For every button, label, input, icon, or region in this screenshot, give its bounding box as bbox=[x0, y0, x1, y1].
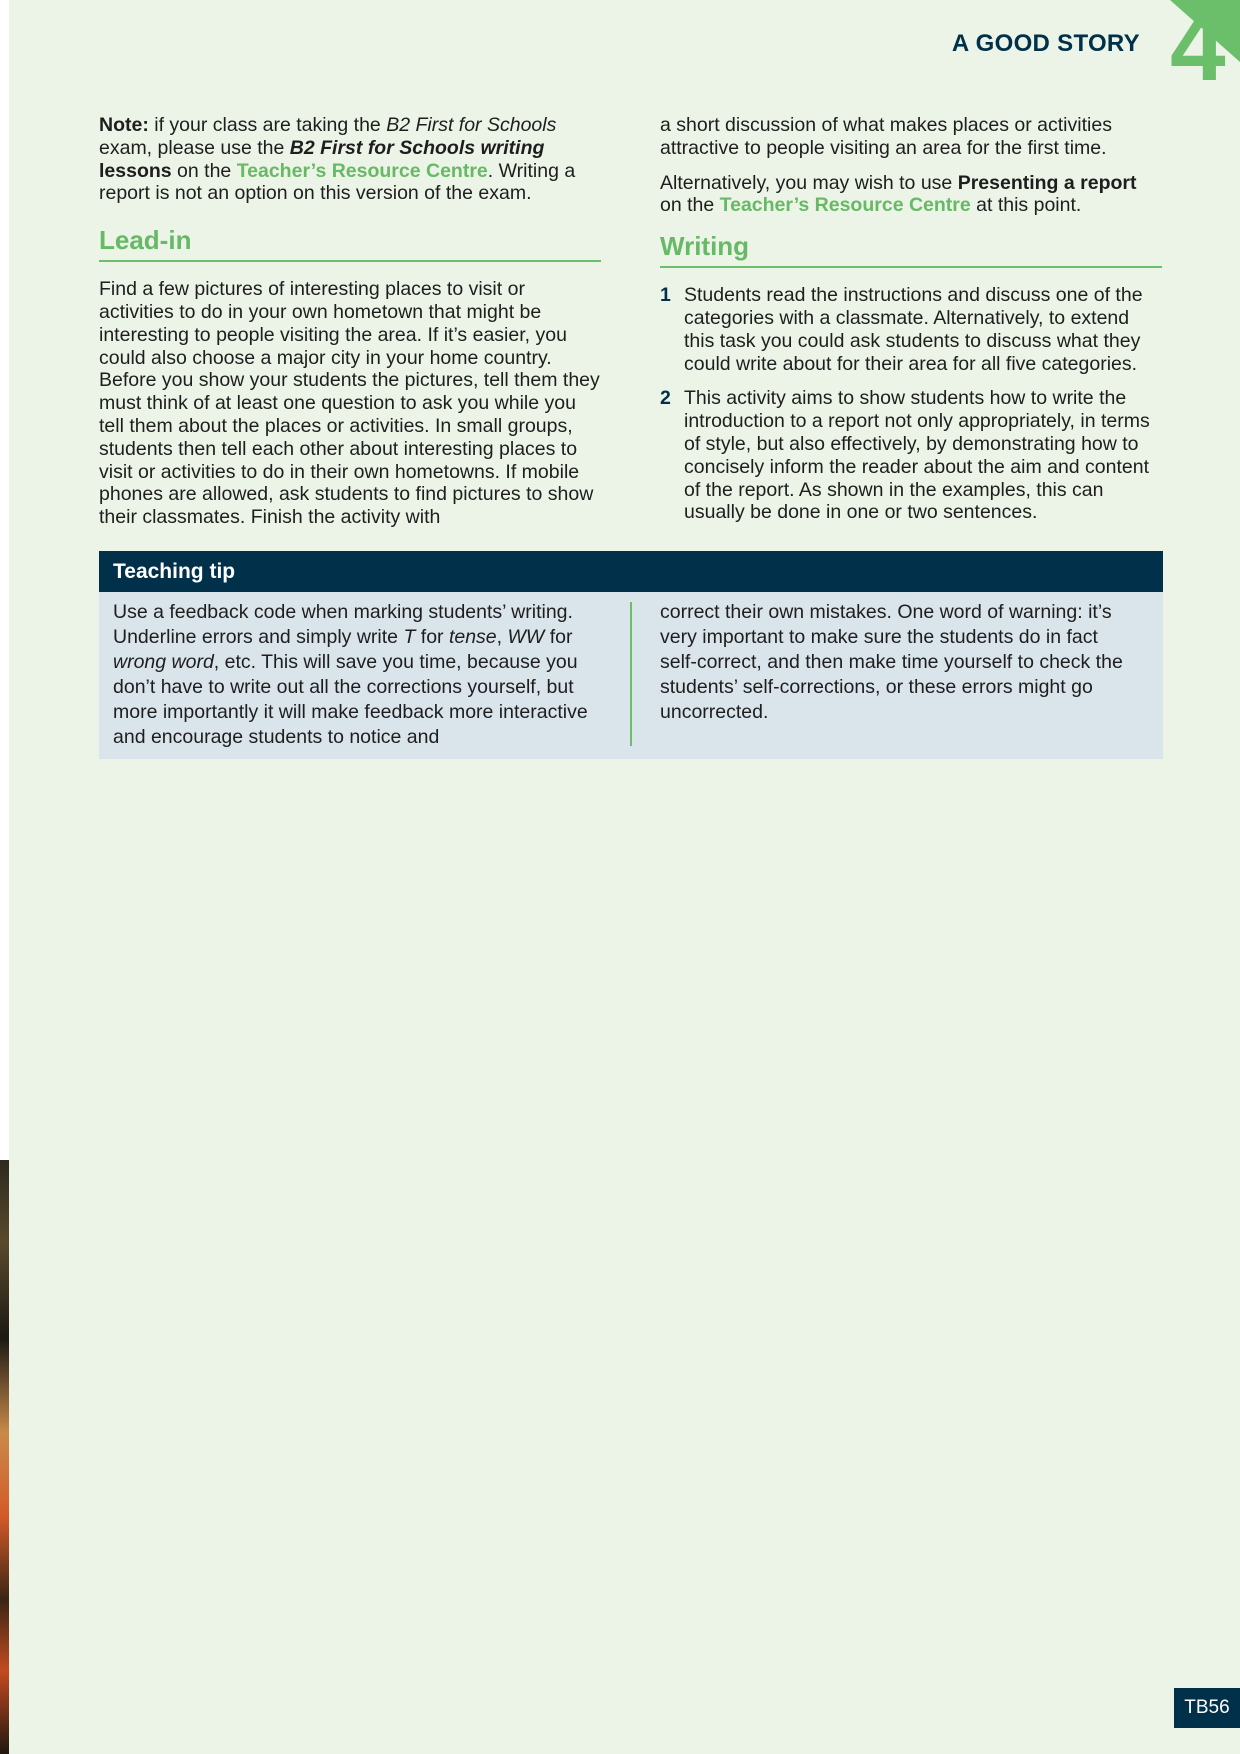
step-text: This activity aims to show students how to write the introduction to a report not only appropriately, in terms of style, but also effectively, by demonstrating how to concisely inform the reader about the aim and content of the report. As shown in the examples, this can usually be done in one or two sentences. bbox=[684, 387, 1150, 524]
page-number-badge: TB56 bbox=[1174, 1688, 1240, 1728]
right-column bbox=[660, 114, 1162, 536]
step-number: 2 bbox=[660, 387, 671, 410]
teaching-tip-box bbox=[99, 551, 1163, 759]
lead-in-continuation: a short discussion of what makes places or activities attractive to people visiting an area for the first time. bbox=[660, 114, 1112, 159]
alternative-paragraph: Alternatively, you may wish to use Presenting a report on the Teacher’s Resource Centre at this point. bbox=[660, 171, 1137, 217]
left-column bbox=[99, 114, 601, 529]
lead-in-body: Find a few pictures of interesting places to visit or activities to do in your own hometown that might be interesting to people visiting the area. If it’s easier, you could also choose a major city in your home country. Before you show your students the pictures, tell them they must think of at least one question to ask you while you tell them about the places or activities. In small groups, students then tell each other about interesting places to visit or activities to do in their own hometowns. If mobile phones are allowed, ask students to find pictures to show their classmates. Finish the activity with bbox=[99, 278, 600, 529]
step-number: 1 bbox=[660, 284, 671, 307]
teaching-tip-divider bbox=[630, 602, 632, 746]
resource-centre-link[interactable]: Teacher’s Resource Centre bbox=[719, 194, 971, 217]
photo-edge-strip bbox=[0, 1160, 9, 1754]
writing-steps bbox=[660, 284, 1162, 524]
writing-step bbox=[660, 284, 1162, 375]
writing-heading: Writing bbox=[660, 231, 1162, 268]
resource-centre-link[interactable]: Teacher’s Resource Centre bbox=[236, 159, 488, 182]
step-text: Students read the instructions and discuss one of the categories with a classmate. Alternatively, to extend this task you could ask students to discuss what they could write about for their area for all five categories. bbox=[684, 284, 1143, 375]
teaching-tip-right-text: correct their own mistakes. One word of warning: it’s very important to make sure the students do in fact self-correct, and then make time yourself to check the students’ self-corrections, or these errors might go uncorrected. bbox=[660, 601, 1123, 723]
writing-step bbox=[660, 387, 1162, 524]
note-paragraph: Note: if your class are taking the B2 First for Schools exam, please use the B2 First for Schools writing lessons on the Teacher’s Resource Centre. Writing a report is not an option on this version of the exam. bbox=[99, 114, 576, 205]
teaching-tip-title: Teaching tip bbox=[99, 551, 1163, 592]
unit-number: 4 bbox=[1170, 0, 1224, 102]
teaching-tip-left-text: Use a feedback code when marking students’ writing. Underline errors and simply write T for tense, WW for wrong word, etc. This will save you time, because you don’t have to write out all the corrections yourself, but more importantly it will make feedback more interactive and encourage students to notice and bbox=[113, 601, 588, 748]
unit-title: A GOOD STORY bbox=[951, 30, 1140, 57]
lead-in-heading: Lead-in bbox=[99, 225, 601, 262]
